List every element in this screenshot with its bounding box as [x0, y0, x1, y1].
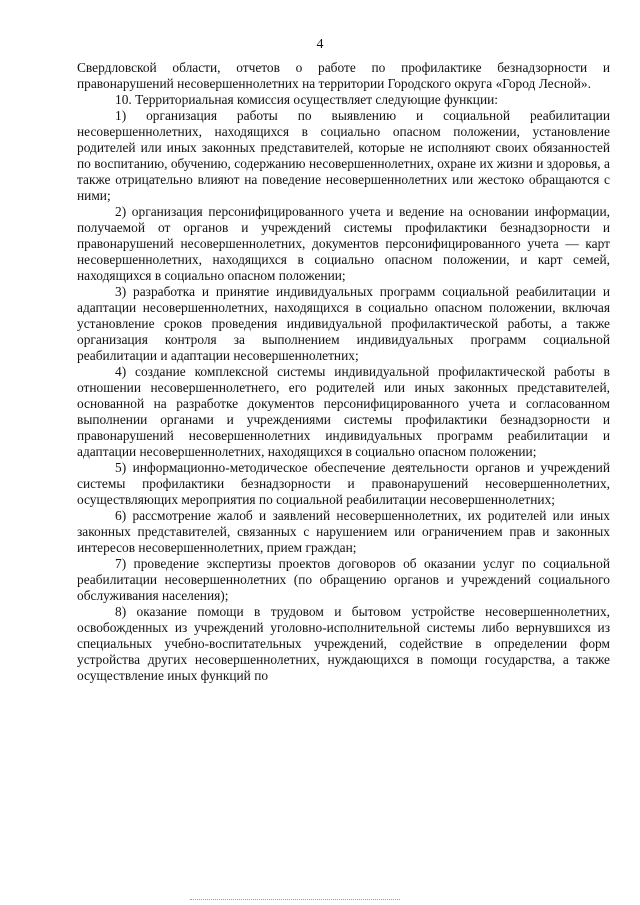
- document-body: [77, 60, 610, 684]
- paragraph-item-3: 3) разработка и принятие индивидуальных программ социальной реабилитации и адаптации несовершеннолетних, находящихся в социально опасном положении, включая установление сроков проведения индивидуальной профилактической работы, а также организация контроля за выполнением индивидуальных программ социальной реабилитации и адаптации несовершеннолетних;: [77, 284, 610, 363]
- paragraph-item-1: 1) организация работы по выявлению и социальной реабилитации несовершеннолетних, находящихся в социально опасном положении, установление родителей или иных законных представителей, которые не исполняют своих обязанностей по воспитанию, обучению, содержанию несовершеннолетних, охране их жизни и здоровья, а также отрицательно влияют на поведение несовершеннолетних или жестоко обращаются с ними;: [77, 108, 610, 203]
- footer-divider: [190, 899, 400, 900]
- paragraph-item-6: 6) рассмотрение жалоб и заявлений несовершеннолетних, их родителей или иных законных представителей, связанных с нарушением или ограничением прав и законных интересов несовершеннолетних, прием граждан;: [77, 508, 610, 555]
- paragraph-continuation: Свердловской области, отчетов о работе по профилактике безнадзорности и правонарушений несовершеннолетних на территории Городского округа «Город Лесной».: [77, 60, 610, 91]
- paragraph-item-7: 7) проведение экспертизы проектов договоров об оказании услуг по социальной реабилитации несовершеннолетних (по обращению органов и учреждений социального обслуживания населения);: [77, 556, 610, 603]
- paragraph-item-2: 2) организация персонифицированного учета и ведение на основании информации, получаемой от органов и учреждений системы профилактики безнадзорности и правонарушений несовершеннолетних, документов персонифицированного учета — карт несовершеннолетних, находящихся в социально опасном положении, и карт семей, находящихся в социально опасном положении;: [77, 204, 610, 283]
- paragraph-item-8: 8) оказание помощи в трудовом и бытовом устройстве несовершеннолетних, освобожденных из учреждений уголовно-исполнительной системы либо вернувшихся из специальных учебно-воспитательных учреждений, содействие в определении форм устройства других несовершеннолетних, нуждающихся в помощи государства, а также осуществление иных функций по: [77, 604, 610, 683]
- paragraph-item-4: 4) создание комплексной системы индивидуальной профилактической работы в отношении несовершеннолетнего, его родителей или иных законных представителей, основанной на разработке документов персонифицированного учета и согласованном выполнении органами и учреждениями системы профилактики безнадзорности и правонарушений несовершеннолетних индивидуальных программ реабилитации и адаптации несовершеннолетних, находящихся в социально опасном положении;: [77, 364, 610, 459]
- paragraph-item-5: 5) информационно-методическое обеспечение деятельности органов и учреждений системы профилактики безнадзорности и правонарушений несовершеннолетних, осуществляющих мероприятия по социальной реабилитации несовершеннолетних;: [77, 460, 610, 507]
- page-number: 4: [316, 37, 324, 52]
- paragraph-section-10: 10. Территориальная комиссия осуществляет следующие функции:: [115, 92, 499, 107]
